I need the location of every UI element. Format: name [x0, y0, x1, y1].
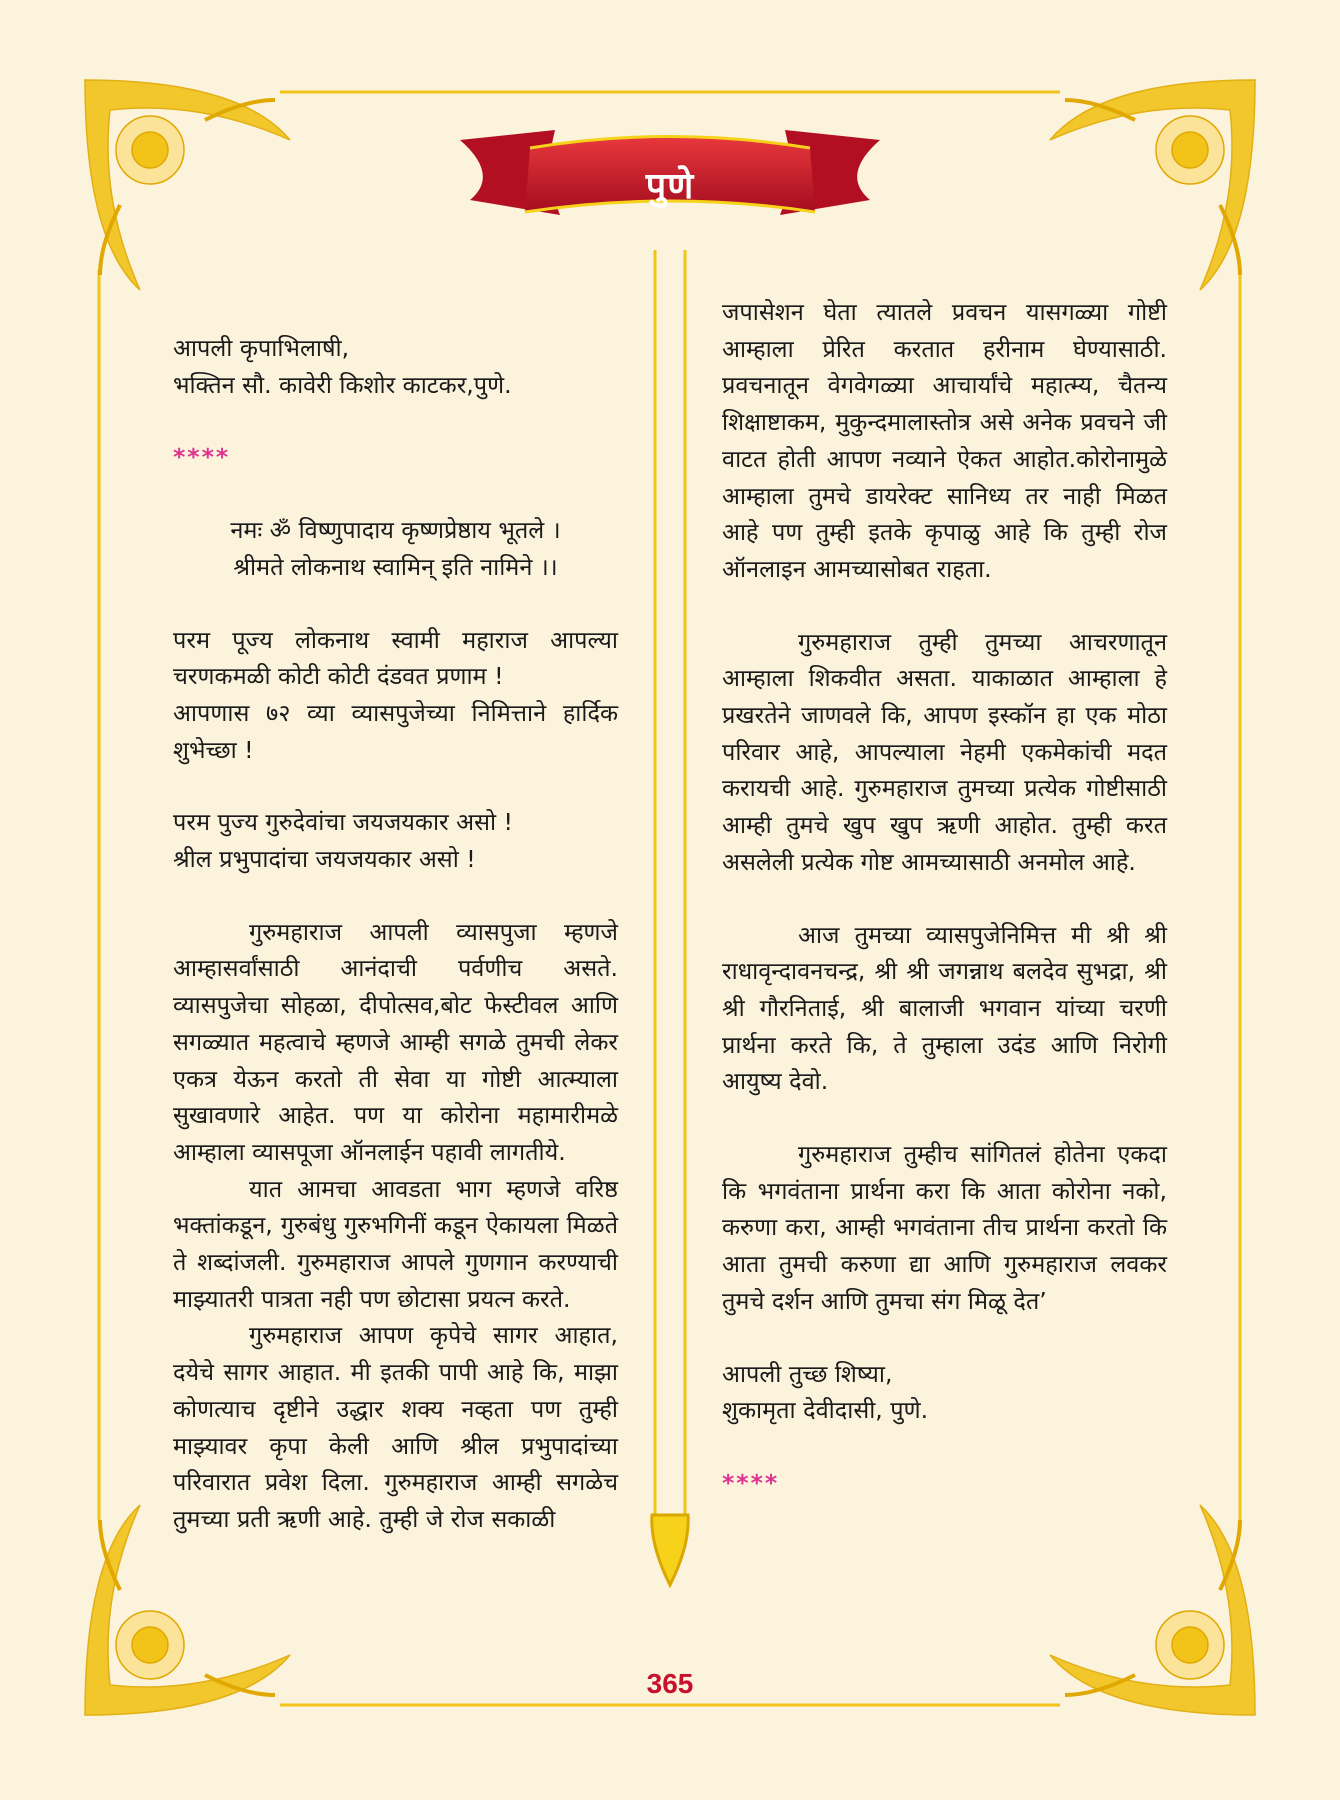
paragraph: श्रील प्रभुपादांचा जयजयकार असो !	[173, 845, 476, 874]
mantra-line-2: श्रीमते लोकनाथ स्वामिन् इति नामिने ।।	[233, 552, 558, 581]
paragraph: गुरुमहाराज तुम्ही तुमच्या आचरणातून आम्हाला शिकवीत असता. याकाळात आम्हाला हे प्रखरतेने जाणवले कि, आपण इस्कॉन हा एक मोठा परिवार आहे, आपल्याला नेहमी एकमेकांची मदत करायची आहे. गुरुमहाराज तुमच्या प्रत्येक गोष्टीसाठी आम्ही तुमचे खुप खुप ऋणी आहोत. तुम्ही करत असलेली प्रत्येक गोष्ट आमच्यासाठी अनमोल आहे.	[722, 627, 1167, 876]
paragraph: गुरुमहाराज आपण कृपेचे सागर आहात, दयेचे सागर आहात. मी इतकी पापी आहे कि, माझा कोणत्याच दृष्टीने उद्धार शक्य नव्हता पण तुम्ही माझ्यावर कृपा केली आणि श्रील प्रभुपादांच्या परिवारात प्रवेश दिला. गुरुमहाराज आम्ही सगळेच तुमच्या प्रती ऋणी आहे. तुम्ही जे रोज सकाळी	[173, 1321, 618, 1533]
signoff-line-1: आपली कृपाभिलाषी,	[173, 334, 350, 362]
paragraph: परम पुज्य गुरुदेवांचा जयजयकार असो !	[173, 808, 513, 837]
paragraph: परम पूज्य लोकनाथ स्वामी महाराज आपल्या चरणकमळी कोटी कोटी दंडवत प्रणाम !	[173, 625, 618, 691]
right-column	[722, 294, 1167, 1502]
signoff-line-2: भक्तिन सौ. कावेरी किशोर काटकर,पुणे.	[173, 370, 512, 399]
signoff-line-1: आपली तुच्छ शिष्या,	[722, 1359, 893, 1388]
paragraph: गुरुमहाराज तुम्हीच सांगितलं होतेना एकदा कि भगवंताना प्रार्थना करा कि आता कोरोना नको, करुणा करा, आम्ही भगवंताना तीच प्रार्थना करतो कि आता तुमची करुणा द्या आणि गुरुमहाराज लवकर तुमचे दर्शन आणि तुमचा संग मिळू देत’	[722, 1140, 1167, 1315]
mantra-line-1: नमः ॐ विष्णुपादाय कृष्णप्रेष्ठाय भूतले ।	[230, 516, 561, 545]
paragraph: आज तुमच्या व्यासपुजेनिमित्त मी श्री श्री राधावृन्दावनचन्द्र, श्री श्री जगन्नाथ बलदेव सुभद्रा, श्री श्री गौरनिताई, श्री बालाजी भगवान यांच्या चरणी प्रार्थना करते कि, ते तुम्हाला उदंड आणि निरोगी आयुष्य देवो.	[722, 920, 1167, 1096]
page-number: 365	[646, 1668, 694, 1699]
paragraph: यात आमचा आवडता भाग म्हणजे वरिष्ठ भक्तांकडून, गुरुबंधु गुरुभगिनीं कडून ऐकायला मिळते ते शब्दांजली. गुरुमहाराज आपले गुणगान करण्याची माझ्यातरी पात्रता नही पण छोटासा प्रयत्न करते.	[173, 1174, 618, 1313]
page-title: पुणे	[645, 166, 695, 207]
section-divider-stars: ****	[173, 443, 231, 472]
paragraph: गुरुमहाराज आपली व्यासपुजा म्हणजे आम्हासर्वांसाठी आनंदाची पर्वणीच असते. व्यासपुजेचा सोहळा, दीपोत्सव,बोट फेस्टीवल आणि सगळ्यात महत्वाचे म्हणजे आम्ही सगळे तुमची लेकर एकत्र येऊन करतो ती सेवा या गोष्टी आत्म्याला सुखावणारे आहेत. पण या कोरोना महामारीमळे आम्हाला व्यासपूजा ऑनलाईन पहावी लागतीये.	[173, 917, 618, 1166]
paragraph: आपणास ७२ व्या व्यासपुजेच्या निमित्ताने हार्दिक शुभेच्छा !	[173, 698, 618, 764]
signoff-line-2: शुकामृता देवीदासी, पुणे.	[722, 1396, 929, 1425]
section-divider-stars: ****	[722, 1468, 780, 1497]
left-column	[173, 330, 618, 1538]
paragraph: जपासेशन घेता त्यातले प्रवचन यासगळ्या गोष्टी आम्हाला प्रेरित करतात हरीनाम घेण्यासाठी. प्रवचनातून वेगवेगळ्या आचार्यांचे महात्म्य, चैतन्य शिक्षाष्टाकम, मुकुन्दमालास्तोत्र असे अनेक प्रवचने जी वाटत होती आपण नव्याने ऐकत आहोत.कोरोनामुळे आम्हाला तुमचे डायरेक्ट सानिध्य तर नाही मिळत आहे पण तुम्ही इतके कृपाळु आहे कि तुम्ही रोज ऑनलाइन आमच्यासोबत राहता.	[722, 298, 1167, 583]
center-divider	[652, 250, 688, 1585]
